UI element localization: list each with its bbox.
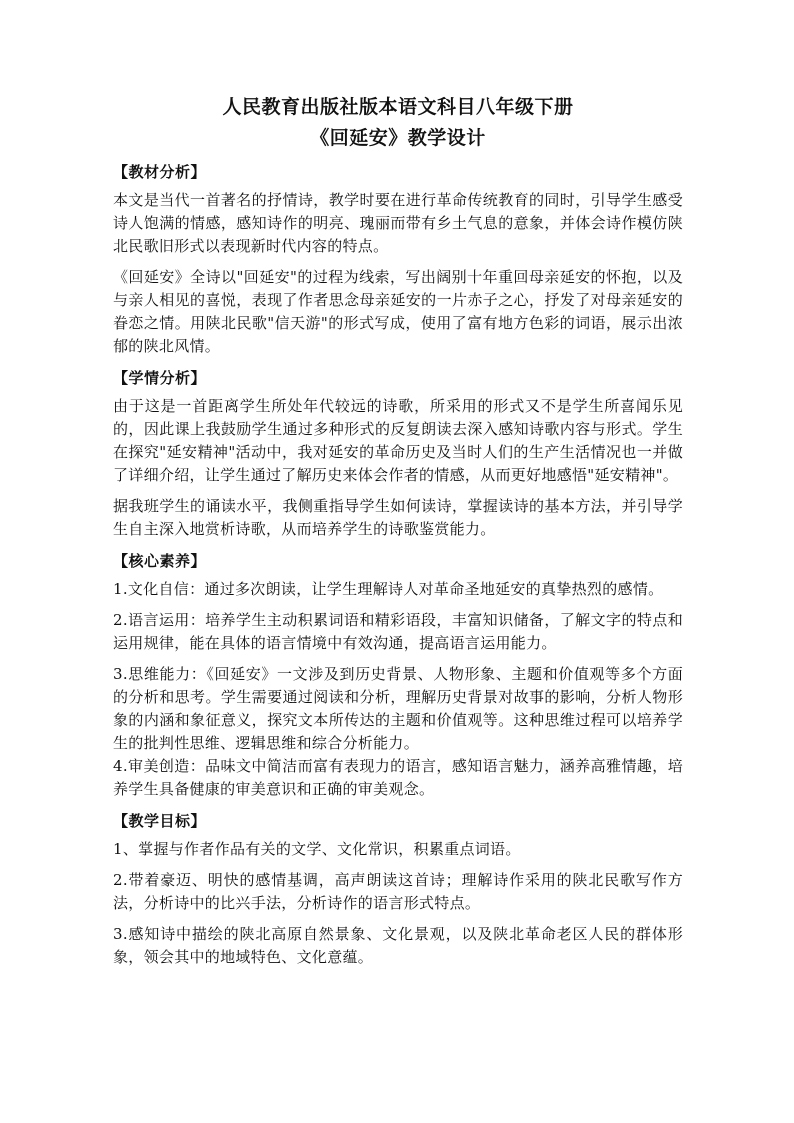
core-literacy-item-2: 2.语言运用：培养学生主动积累词语和精彩语段，丰富知识储备，了解文字的特点和运用规律，能在具体的语言情境中有效沟通，提高语言运用能力。 [113, 611, 683, 652]
document-subtitle: 《回延安》教学设计 [310, 127, 486, 149]
teaching-goal-item-2: 2.带着豪迈、明快的感情基调，高声朗读这首诗；理解诗作采用的陕北民歌写作方法，分析诗中的比兴手法，分析诗作的语言形式特点。 [113, 871, 683, 912]
section-heading-textbook-analysis: 【教材分析】 [113, 163, 207, 181]
student-analysis-paragraph-2: 据我班学生的诵读水平，我侧重指导学生如何读诗，掌握读诗的基本方法，并引导学生自主深入地赏析诗歌，从而培养学生的诗歌鉴赏能力。 [113, 497, 683, 538]
textbook-analysis-paragraph-2: 《回延安》全诗以"回延安"的过程为线索，写出阔别十年重回母亲延安的怀抱，以及与亲人相见的喜悦，表现了作者思念母亲延安的一片赤子之心，抒发了对母亲延安的眷恋之情。用陕北民歌"信天游"的形式写成，使用了富有地方色彩的词语，展示出浓郁的陕北风情。 [113, 268, 683, 355]
core-literacy-item-1: 1.文化自信：通过多次朗读，让学生理解诗人对革命圣地延安的真挚热烈的感情。 [113, 580, 664, 598]
document-page [113, 92, 683, 977]
textbook-analysis-paragraph-1: 本文是当代一首著名的抒情诗，教学时要在进行革命传统教育的同时，引导学生感受诗人饱满的情感，感知诗作的明亮、瑰丽而带有乡土气息的意象，并体会诗作模仿陕北民歌旧形式以表现新时代内容的特点。 [113, 191, 683, 255]
section-heading-teaching-goals: 【教学目标】 [113, 812, 207, 830]
teaching-goal-item-3: 3.感知诗中描绘的陕北高原自然景象、文化景观，以及陕北革命老区人民的群体形象，领会其中的地域特色、文化意蕴。 [113, 925, 683, 966]
core-literacy-item-3: 3.思维能力：《回延安》一文涉及到历史背景、人物形象、主题和价值观等多个方面的分析和思考。学生需要通过阅读和分析，理解历史背景对故事的影响，分析人物形象的内涵和象征意义，探究文本所传达的主题和价值观等。这种思维过程可以培养学生的批判性思维、逻辑思维和综合分析能力。 [113, 665, 683, 752]
document-title: 人民教育出版社版本语文科目八年级下册 [222, 96, 574, 118]
section-heading-core-literacy: 【核心素养】 [113, 552, 207, 570]
teaching-goal-item-1: 1、掌握与作者作品有关的文学、文化常识，积累重点词语。 [113, 840, 521, 858]
core-literacy-item-4: 4.审美创造：品味文中简洁而富有表现力的语言，感知语言魅力，涵养高雅情趣，培养学生具备健康的审美意识和正确的审美观念。 [113, 757, 683, 798]
section-heading-student-analysis: 【学情分析】 [113, 369, 207, 387]
student-analysis-paragraph-1: 由于这是一首距离学生所处年代较远的诗歌，所采用的形式又不是学生所喜闻乐见的，因此课上我鼓励学生通过多种形式的反复朗读去深入感知诗歌内容与形式。学生在探究"延安精神"活动中，我对延安的革命历史及当时人们的生产生活情况也一并做了详细介绍，让学生通过了解历史来体会作者的情感，从而更好地感悟"延安精神"。 [113, 397, 683, 484]
